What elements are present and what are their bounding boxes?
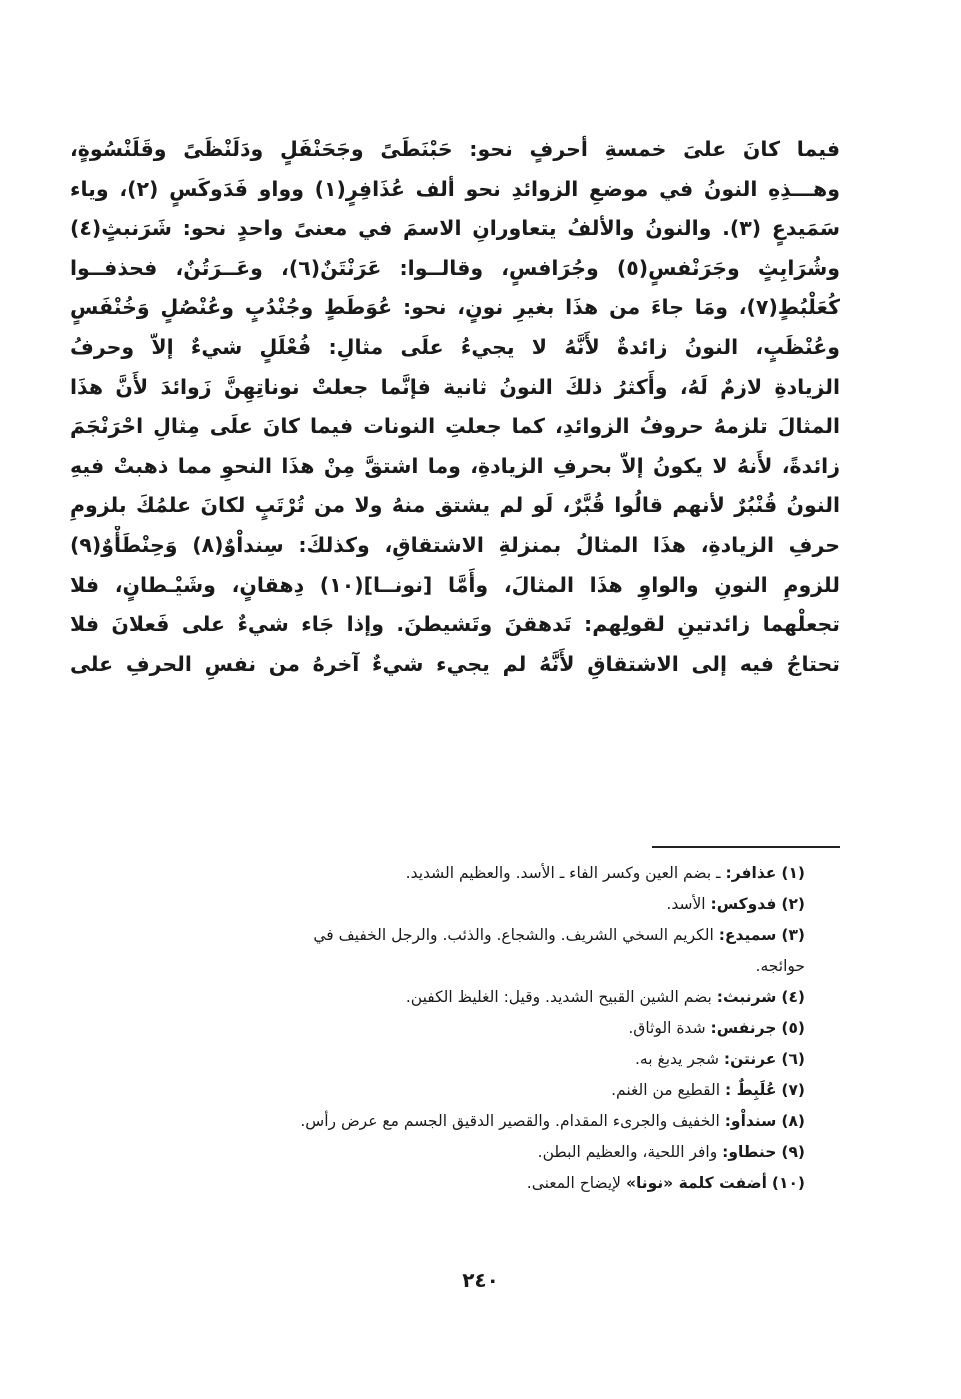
footnote [100,920,805,951]
text-line: وعُنْظَبٍ، النونُ زائدةٌ لأَنَّهُ لا يجيءُ علَى مثالِ: فُعْلَلٍ شيءٌ إلاّ وحرفُ [70,334,840,359]
text-line: وشُرَابِثٍ وجَرَنْفسٍ(٥) وجُرَافسٍ، وقالــوا: عَرَنْتَنٌ(٦)، وعَــرَتُنٌ، فحذفــوا [70,255,840,280]
footnote-text: شجر يدبغ به. [634,1050,719,1068]
footnote-text: الأسد. [666,895,706,913]
footnote-text: شدة الوثاق. [628,1019,706,1037]
text-line: زائدةً، لأَنهُ لا يكونُ إلاّ بحرفِ الزيادةِ، وما اشتقَّ مِنْ هذَا النحوِ مما ذهبتْ فيهِ [70,453,840,478]
footnote [100,1137,805,1168]
footnote-term: حنطاو: [722,1143,777,1161]
footnote-term: فدوكس: [710,895,777,913]
footnote-continuation: حوائجه. [755,957,805,975]
text-line: تحتاجُ فيه إلى الاشتقاقِ لأَنَّهُ لم يجيء شيءٌ آخرهُ من نفسِ الحرفِ على [70,651,840,676]
footnote-number: (٥) [781,1019,805,1037]
footnote-term: شرنبث: [716,988,777,1006]
footnote-number: (٨) [781,1112,805,1130]
footnote-text: القطيع من الغنم. [611,1081,721,1099]
footnote [100,1168,805,1199]
page-number: ٢٤٠ [462,1268,499,1292]
main-text [70,130,840,684]
footnote-number: (٩) [781,1143,805,1161]
footnote [100,1013,805,1044]
text-line: الزيادةِ لازمٌ لَهُ، وأَكثرُ ذلكَ النونُ ثانية فإنَّما جعلتْ نوناتِهِنَّ زَوائدَ لأَنَّ هذَا [70,374,840,399]
footnote-number: (٤) [781,988,805,1006]
footnote-number: (١) [781,864,805,882]
footnote-term: جرنفس: [710,1019,777,1037]
footnote-number: (٣) [781,926,805,944]
footnote-term: سميدع: [718,926,777,944]
footnote [100,889,805,920]
text-line: للزومِ النونِ والواوِ هذَا المثالَ، وأَمَّا [نونــا](١٠) دِهقانٍ، وشَيْـطانٍ، فلا [70,572,840,597]
footnote [100,1075,805,1106]
footnotes [100,858,805,1199]
footnote [100,1106,805,1137]
footnote [100,1044,805,1075]
footnote-number: (٢) [781,895,805,913]
text-line: سَمَيدعٍ (٣). والنونُ والألفُ يتعاورانِ الاسمَ في معنىً واحدٍ نحو: شَرَنبثٍ(٤) [70,216,840,241]
text-line: حرفِ الزيادةِ، هذَا المثالُ بمنزلةِ الاشتقاقِ، وكذلكَ: سِنداْوٌ(٨) وَحِنْطَأْوٌ(٩) [70,532,840,557]
footnote-term: سنداْو: [724,1112,777,1130]
footnote-term: عذافر: [725,864,777,882]
footnote-text: ـ بضم العين وكسر الفاء ـ الأسد. والعظيم الشديد. [405,864,721,882]
text-line: كُعَلْبُطٍ(٧)، ومَا جاءَ من هذَا بغيرِ نونٍ، نحو: عُوَطَطٍ وجُنْدُبٍ وعُنْصُلٍ وَخُنْفَسٍ [70,295,840,320]
footnote-term: عُلَبِطٌ : [724,1081,777,1099]
footnote [100,858,805,889]
footnote-term: أضفت كلمة «نونا» [625,1174,767,1192]
footnote-text: الخفيف والجرىء المقدام. والقصير الدقيق الجسم مع عرض رأس. [300,1112,720,1130]
footnote-term: عرنتن: [723,1050,777,1068]
footnote-text: وافر اللحية، والعظيم البطن. [537,1143,718,1161]
text-line: تجعلْهما زائدتينِ لقولِهم: تَدهقنَ وتَشيطنَ. وإذا جَاء شيءٌ على فَعلانَ فلا [70,612,840,637]
text-line: وهـــذِهِ النونُ في موضعِ الزوائدِ نحو ألف عُذَافِرٍ(١) وواو فَدَوكَسٍ (٢)، وياء [70,176,840,201]
footnote-number: (١٠) [771,1174,805,1192]
footnote-text: بضم الشين القبيح الشديد. وقيل: الغليظ الكفين. [405,988,712,1006]
footnote-text: الكريم السخي الشريف. والشجاع. والذئب. والرجل الخفيف في [313,926,714,944]
footnote-text: لإيضاح المعنى. [526,1174,622,1192]
footnote [100,982,805,1013]
text-line: النونُ قُنْبُرٌ لأنهم قالُوا قُبَّرٌ، لَو لم يشتق منهُ ولا من تُرْتَبٍ لكانَ علمُكَ بلزومِ [70,493,840,518]
text-line: المثالَ تلزمهُ حروفُ الزوائدِ، كما جعلتِ النونات فيما كانَ علَى مِثالِ احْرَنْجَمَ [70,414,840,439]
text-line: فيما كانَ علىَ خمسةِ أحرفٍ نحو: حَبْنَطَىً وجَحَنْفَلٍ ودَلَنْظَىً وقَلَنْسُوةٍ، [70,137,840,161]
footnote-separator [652,846,840,848]
footnote-number: (٦) [781,1050,805,1068]
footnote-number: (٧) [781,1081,805,1099]
